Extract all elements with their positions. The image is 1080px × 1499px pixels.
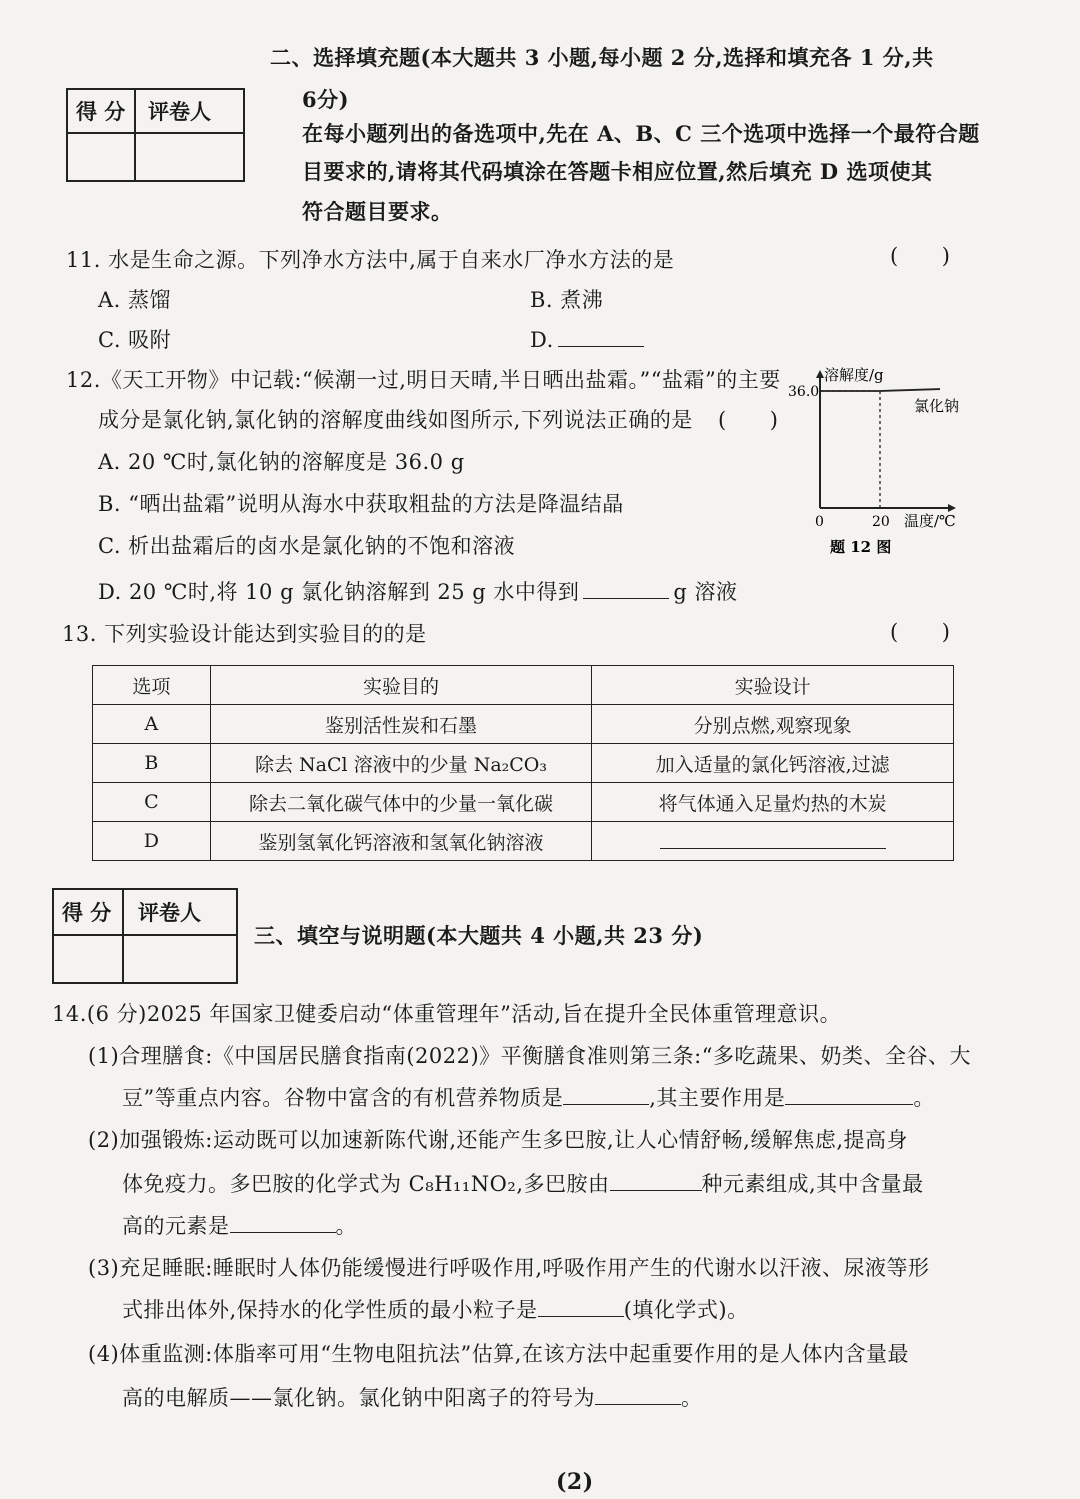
q14-part2-text-d: 。 [335, 1214, 357, 1238]
table-cell: 除去 NaCl 溶液中的少量 Na₂CO₃ [210, 744, 591, 783]
section2-instruction-line3: 符合题目要求。 [302, 199, 453, 224]
section2-instruction-line1: 在每小题列出的备选项中,先在 A、B、C 三个选项中选择一个最符合题 [302, 121, 980, 146]
y-axis-label: 溶解度/g [824, 366, 884, 384]
page-number: (2) [556, 1469, 594, 1495]
q12-option-d-unit: g 溶液 [673, 580, 738, 604]
q11-option-d-blank[interactable] [558, 326, 644, 347]
q11-option-b: B. 煮沸 [530, 288, 604, 312]
q14-part4-line1: (4)体重监测:体脂率可用“生物电阻抗法”估算,在该方法中起重要作用的是人体内含量最 [88, 1342, 909, 1366]
series-label: 氯化钠 [914, 397, 960, 416]
q13-d-design-blank[interactable] [660, 828, 886, 849]
q13-table [92, 665, 954, 861]
y-tick-label: 36.0 [788, 384, 820, 400]
q14-stem: 14.(6 分)2025 年国家卫健委启动“体重管理年”活动,旨在提升全民体重管理意识。 [52, 1002, 842, 1026]
grader-label: 评卷人 [148, 99, 211, 124]
table-row [93, 705, 954, 744]
table-header-cell: 实验目的 [210, 666, 591, 705]
q14-part2-line2 [122, 1170, 924, 1198]
q14-part3-line2 [122, 1296, 749, 1324]
table-row [93, 783, 954, 822]
q11-answer-paren: ( ) [890, 244, 951, 268]
q11-option-d-label: D. [530, 328, 554, 352]
table-cell: B [93, 744, 211, 783]
table-cell: 加入适量的氯化钙溶液,过滤 [592, 744, 954, 783]
q14-part3-line1: (3)充足睡眠:睡眠时人体仍能缓慢进行呼吸作用,呼吸作用产生的代谢水以汗液、尿液等形 [88, 1256, 930, 1280]
table-row [93, 744, 954, 783]
solubility-chart [780, 358, 960, 558]
q11-stem: 11. 水是生命之源。下列净水方法中,属于自来水厂净水方法的是 [66, 248, 675, 272]
q14-part4-text-a: 高的电解质——氯化钠。氯化钠中阳离子的符号为 [122, 1386, 595, 1410]
table-cell: 将气体通入足量灼热的木炭 [592, 783, 954, 822]
score-label: 得 分 [76, 99, 126, 124]
q14-part1-text-b: ,其主要作用是 [649, 1086, 786, 1110]
q14-part1-line1: (1)合理膳食:《中国居民膳食指南(2022)》平衡膳食准则第三条:“多吃蔬果、奶类、全谷、大 [88, 1044, 971, 1068]
y-axis-arrow [816, 370, 824, 378]
table-cell: 鉴别氢氧化钙溶液和氢氧化钠溶液 [210, 822, 591, 861]
table-cell: C [93, 783, 211, 822]
q14-part1-blank-nutrient[interactable] [563, 1084, 649, 1105]
table-header-cell: 实验设计 [592, 666, 954, 705]
q14-part1-line2 [122, 1084, 935, 1112]
x-axis-arrow [948, 504, 956, 512]
q14-part2-text-c: 高的元素是 [122, 1214, 230, 1238]
x-tick-label: 0 [815, 514, 824, 530]
q12-answer-paren: ( ) [718, 408, 779, 432]
score-box-section3 [52, 888, 238, 984]
score-box-section2 [66, 88, 245, 182]
table-header-row [93, 666, 954, 705]
q12-option-d-blank[interactable] [583, 578, 669, 599]
q11-option-c: C. 吸附 [98, 328, 172, 352]
q14-part4-line2 [122, 1384, 703, 1412]
x-tick-label: 20 [872, 514, 890, 530]
table-cell: 分别点燃,观察现象 [592, 705, 954, 744]
q14-part1-text-a: 豆”等重点内容。谷物中富含的有机营养物质是 [122, 1086, 564, 1110]
q11-option-a: A. 蒸馏 [98, 288, 172, 312]
q11-option-d [530, 326, 644, 354]
q14-part2-blank-element[interactable] [230, 1212, 336, 1233]
q12-option-d [98, 578, 738, 606]
q14-part3-text-b: (填化学式)。 [623, 1298, 749, 1322]
table-row [93, 822, 954, 861]
q14-part4-text-b: 。 [681, 1386, 703, 1410]
score-box-divider-v [134, 90, 136, 180]
q14-part2-line1: (2)加强锻炼:运动既可以加速新陈代谢,还能产生多巴胺,让人心情舒畅,缓解焦虑,提高身 [88, 1128, 909, 1152]
table-cell: 鉴别活性炭和石墨 [210, 705, 591, 744]
q12-option-c: C. 析出盐霜后的卤水是氯化钠的不饱和溶液 [98, 534, 516, 558]
series-line-nacl [820, 389, 940, 391]
q13-answer-paren: ( ) [890, 620, 951, 644]
score-box-divider-v [122, 890, 124, 982]
score-box-divider-h [68, 132, 243, 134]
score-label: 得 分 [62, 900, 112, 925]
q14-part2-blank-elements[interactable] [610, 1170, 702, 1191]
q14-part4-blank-cation[interactable] [595, 1384, 681, 1405]
table-cell: D [93, 822, 211, 861]
table-header-cell: 选项 [93, 666, 211, 705]
q13-stem: 13. 下列实验设计能达到实验目的的是 [62, 622, 427, 646]
q12-stem-line2: 成分是氯化钠,氯化钠的溶解度曲线如图所示,下列说法正确的是 [98, 408, 693, 432]
q14-part1-text-c: 。 [913, 1086, 935, 1110]
q14-part1-blank-function[interactable] [785, 1084, 913, 1105]
q12-option-d-text: D. 20 ℃时,将 10 g 氯化钠溶解到 25 g 水中得到 [98, 580, 580, 604]
q14-part3-blank-particle[interactable] [538, 1296, 624, 1317]
table-cell: 除去二氧化碳气体中的少量一氧化碳 [210, 783, 591, 822]
score-box-divider-h [54, 934, 236, 936]
section2-title-line1: 二、选择填充题(本大题共 3 小题,每小题 2 分,选择和填充各 1 分,共 [270, 45, 934, 70]
q12-option-b: B. “晒出盐霜”说明从海水中获取粗盐的方法是降温结晶 [98, 492, 624, 516]
grader-label: 评卷人 [138, 900, 201, 925]
x-axis-label: 温度/℃ [904, 512, 956, 530]
q14-part2-line3 [122, 1212, 357, 1240]
figure-caption: 题 12 图 [830, 538, 892, 556]
table-cell: A [93, 705, 211, 744]
q14-part3-text-a: 式排出体外,保持水的化学性质的最小粒子是 [122, 1298, 538, 1322]
q12-stem-line1: 12.《天工开物》中记载:“候潮一过,明日天晴,半日晒出盐霜。”“盐霜”的主要 [66, 368, 781, 392]
section2-instruction-line2: 目要求的,请将其代码填涂在答题卡相应位置,然后填充 D 选项使其 [302, 159, 933, 184]
q14-part2-text-a: 体免疫力。多巴胺的化学式为 C₈H₁₁NO₂,多巴胺由 [122, 1172, 610, 1196]
section2-title-line2: 6分) [302, 87, 350, 112]
q14-part2-text-b: 种元素组成,其中含量最 [701, 1172, 924, 1196]
table-cell-blank[interactable] [592, 822, 954, 861]
q12-option-a: A. 20 ℃时,氯化钠的溶解度是 36.0 g [98, 450, 465, 474]
section3-title: 三、填空与说明题(本大题共 4 小题,共 23 分) [254, 923, 704, 948]
